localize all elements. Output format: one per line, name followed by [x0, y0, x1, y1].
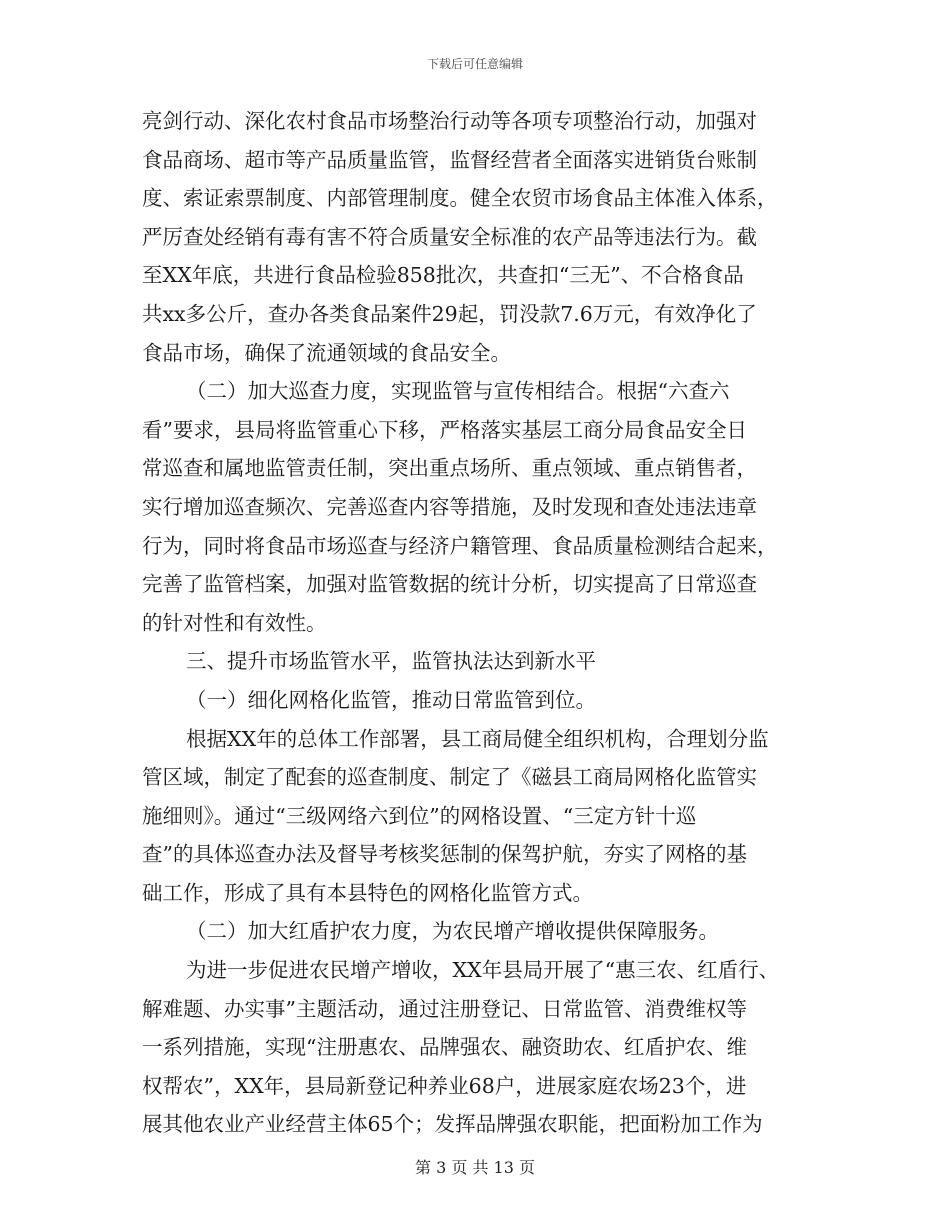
text-line: 施细则》。通过“三级网络六到位”的网格设置、“三定方针十巡 — [142, 803, 697, 828]
text-line: 食品商场、超市等产品质量监管，监督经营者全面落实进销货台账制 — [142, 147, 757, 172]
subsection-heading: （一）细化网格化监管，推动日常监管到位。 — [186, 687, 596, 712]
text-line: 展其他农业产业经营主体65个；发挥品牌强农职能，把面粉加工作为 — [142, 1112, 763, 1137]
text-line: 完善了监管档案，加强对监管数据的统计分析，切实提高了日常巡查 — [142, 572, 757, 597]
text-line: 一系列措施，实现“注册惠农、品牌强农、融资助农、红盾护农、维 — [142, 1035, 747, 1060]
paragraph-heading: （二）加大巡查力度，实现监管与宣传相结合。根据“六查六 — [186, 379, 730, 404]
text-line: 根据XX年的总体工作部署，县工商局健全组织机构，合理划分监 — [186, 726, 769, 751]
text-line: 亮剑行动、深化农村食品市场整治行动等各项专项整治行动，加强对 — [142, 109, 757, 133]
text-line: 管区域，制定了配套的巡查制度、制定了《磁县工商局网格化监管实 — [142, 765, 757, 790]
text-line: 解难题、办实事”主题活动，通过注册登记、日常监管、消费维权等 — [142, 996, 747, 1021]
text-line: 食品市场，确保了流通领域的食品安全。 — [142, 340, 511, 365]
text-line: 度、索证索票制度、内部管理制度。健全农贸市场食品主体准入体系， — [142, 186, 778, 211]
page-footer: 第 3 页 共 13 页 — [415, 1158, 535, 1177]
subsection-heading: （二）加大红盾护农力度，为农民增产增收提供保障服务。 — [186, 919, 719, 944]
section-heading: 三、提升市场监管水平，监管执法达到新水平 — [186, 649, 596, 674]
text-line: 的针对性和有效性。 — [142, 610, 327, 635]
text-line: 行为，同时将食品市场巡查与经济户籍管理、食品质量检测结合起来， — [142, 533, 778, 558]
text-line: 至XX年底，共进行食品检验858批次，共查扣“三无”、不合格食品 — [142, 263, 744, 288]
text-line: 查”的具体巡查办法及督导考核奖惩制的保驾护航，夯实了网格的基 — [142, 842, 747, 867]
text-line: 看”要求，县局将监管重心下移，严格落实基层工商分局食品安全日 — [142, 417, 747, 442]
text-line: 为进一步促进农民增产增收，XX年县局开展了“惠三农、红盾行、 — [186, 958, 780, 983]
text-line: 实行增加巡查频次、完善巡查内容等措施，及时发现和查处违法违章 — [142, 494, 757, 519]
text-line: 权帮农”，XX年，县局新登记种养业68户，进展家庭农场23个，进 — [142, 1073, 747, 1098]
page-header: 下载后可任意编辑 — [426, 57, 523, 71]
text-line: 共xx多公斤，查办各类食品案件29起，罚没款7.6万元，有效净化了 — [142, 301, 757, 326]
body-text — [142, 102, 822, 1144]
text-line: 础工作，形成了具有本县特色的网格化监管方式。 — [142, 880, 593, 905]
text-line: 严厉查处经销有毒有害不符合质量安全标准的农产品等违法行为。截 — [142, 224, 757, 249]
text-line: 常巡查和属地监管责任制，突出重点场所、重点领域、重点销售者， — [142, 456, 757, 481]
